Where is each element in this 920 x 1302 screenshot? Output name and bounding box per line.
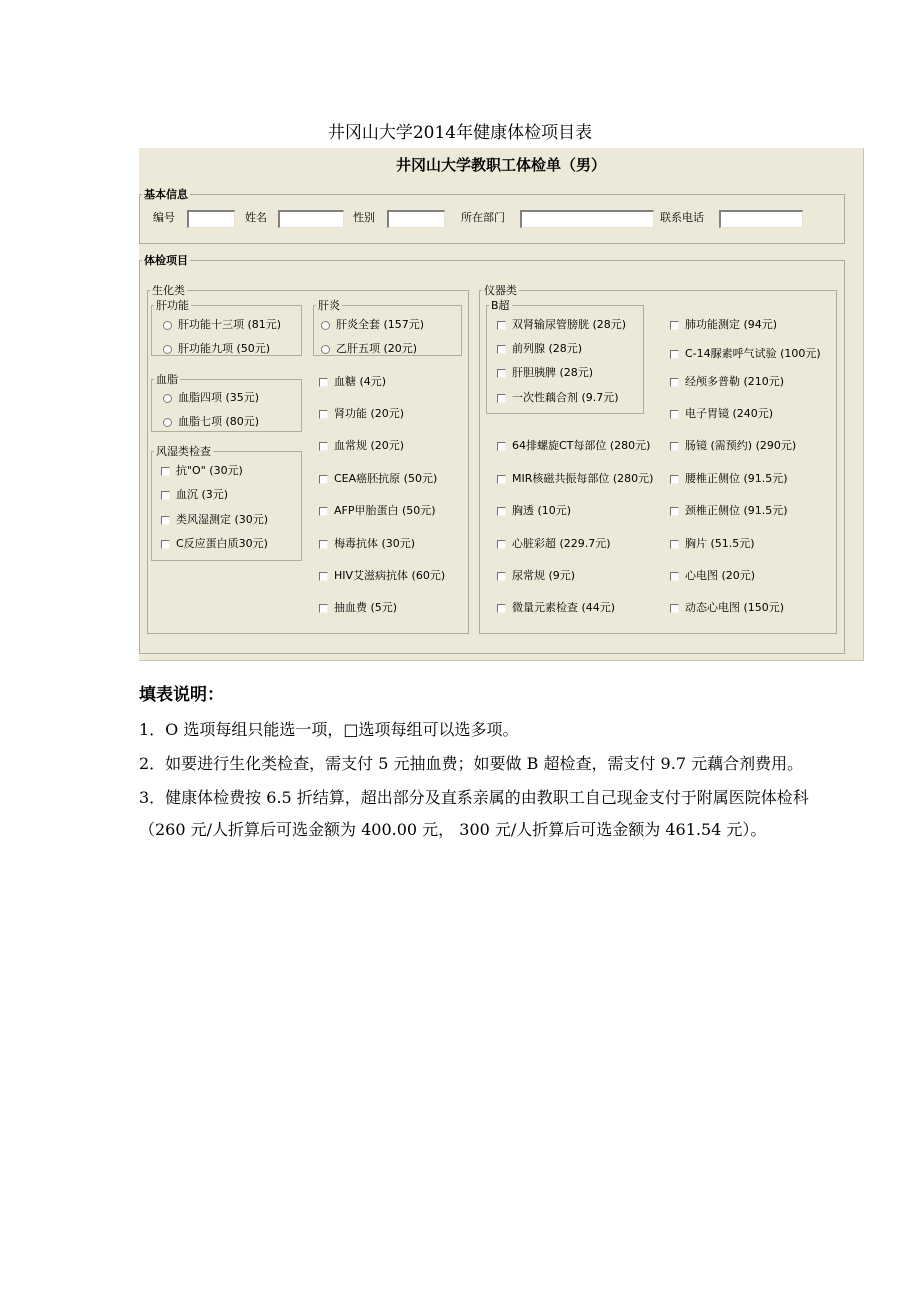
checkbox-icon [161, 491, 170, 500]
gender-input[interactable] [387, 210, 445, 228]
liver-function-legend: 肝功能 [156, 299, 189, 312]
checkbox-option[interactable]: 抽血费 (5元) [319, 601, 397, 615]
checkbox-option[interactable]: 前列腺 (28元) [497, 342, 582, 356]
id-label: 编号 [153, 211, 175, 224]
checkbox-option[interactable]: 胸透 (10元) [497, 504, 571, 518]
checkbox-option[interactable]: AFP甲胎蛋白 (50元) [319, 504, 436, 518]
exam-items-legend: 体检项目 [144, 254, 188, 267]
department-input[interactable] [520, 210, 654, 228]
checkbox-option[interactable]: 64排螺旋CT每部位 (280元) [497, 439, 650, 453]
id-input[interactable] [187, 210, 235, 228]
b-ultrasound-legend: B超 [491, 299, 510, 312]
checkbox-icon [670, 507, 679, 516]
checkbox-option[interactable]: 类风湿测定 (30元) [161, 513, 268, 527]
checkbox-option[interactable]: 肝胆胰脾 (28元) [497, 366, 593, 380]
radio-option[interactable]: 血脂四项 (35元) [163, 391, 259, 405]
instruction-item: 1．O 选项每组只能选一项，□选项每组可以选多项。 [139, 720, 519, 739]
checkbox-option[interactable]: HIV艾滋病抗体 (60元) [319, 569, 445, 583]
checkbox-option[interactable]: 一次性藕合剂 (9.7元) [497, 391, 619, 405]
checkbox-icon [161, 516, 170, 525]
gender-label: 性别 [353, 211, 375, 224]
checkbox-icon [670, 604, 679, 613]
form-title: 井冈山大学教职工体检单（男） [395, 156, 606, 174]
checkbox-option[interactable]: 胸片 (51.5元) [670, 537, 755, 551]
lipids-legend: 血脂 [156, 373, 178, 386]
checkbox-option[interactable]: 肾功能 (20元) [319, 407, 404, 421]
checkbox-icon [319, 540, 328, 549]
checkbox-option[interactable]: CEA癌胚抗原 (50元) [319, 472, 437, 486]
radio-option[interactable]: 血脂七项 (80元) [163, 415, 259, 429]
department-label: 所在部门 [461, 211, 505, 224]
rheumatism-legend: 风湿类检查 [156, 445, 211, 458]
checkbox-option[interactable]: 心脏彩超 (229.7元) [497, 537, 611, 551]
checkbox-icon [670, 350, 679, 359]
checkbox-option[interactable]: 颈椎正侧位 (91.5元) [670, 504, 788, 518]
checkbox-icon [497, 394, 506, 403]
checkbox-icon [319, 604, 328, 613]
instructions-heading: 填表说明： [139, 685, 224, 705]
radio-option[interactable]: 肝功能十三项 (81元) [163, 318, 281, 332]
radio-option[interactable]: 乙肝五项 (20元) [321, 342, 417, 356]
checkbox-icon [497, 475, 506, 484]
checkbox-icon [670, 475, 679, 484]
basic-info-legend: 基本信息 [144, 188, 188, 201]
checkbox-icon [497, 572, 506, 581]
instruction-item: 3．健康体检费按 6.5 折结算，超出部分及直系亲属的由教职工自己现金支付于附属医院体检科（260 元/人折算后可选金额为 400.00 元， 300 元/人折算后可选金额为 461.54 元）。 [139, 788, 809, 839]
checkbox-option[interactable]: 动态心电图 (150元) [670, 601, 784, 615]
checkbox-option[interactable]: 双肾输尿管膀胱 (28元) [497, 318, 626, 332]
radio-circle-icon [163, 345, 172, 354]
name-label: 姓名 [245, 211, 267, 224]
instructions-section [139, 680, 819, 848]
checkbox-option[interactable]: 肺功能测定 (94元) [670, 318, 777, 332]
checkbox-icon [670, 572, 679, 581]
checkbox-icon [161, 540, 170, 549]
checkbox-icon [497, 321, 506, 330]
checkbox-option[interactable]: C反应蛋白质30元) [161, 537, 268, 551]
checkbox-option[interactable]: 血沉 (3元) [161, 488, 228, 502]
radio-circle-icon [163, 394, 172, 403]
radio-circle-icon [321, 345, 330, 354]
checkbox-icon [670, 540, 679, 549]
checkbox-icon [670, 442, 679, 451]
radio-option[interactable]: 肝功能九项 (50元) [163, 342, 270, 356]
radio-circle-icon [163, 321, 172, 330]
checkbox-icon [319, 572, 328, 581]
document-title: 井冈山大学2014年健康体检项目表 [327, 123, 593, 143]
name-input[interactable] [278, 210, 344, 228]
checkbox-option[interactable]: 尿常规 (9元) [497, 569, 575, 583]
checkbox-option[interactable]: 微量元素检查 (44元) [497, 601, 615, 615]
checkbox-icon [319, 475, 328, 484]
checkbox-icon [161, 467, 170, 476]
radio-option[interactable]: 肝炎全套 (157元) [321, 318, 424, 332]
checkbox-option[interactable]: 心电图 (20元) [670, 569, 755, 583]
checkbox-option[interactable]: 肠镜 (需预约) (290元) [670, 439, 796, 453]
checkbox-option[interactable]: 血糖 (4元) [319, 375, 386, 389]
checkbox-icon [670, 321, 679, 330]
checkbox-option[interactable]: 血常规 (20元) [319, 439, 404, 453]
exam-form-panel [139, 148, 864, 661]
checkbox-icon [670, 410, 679, 419]
checkbox-icon [497, 345, 506, 354]
phone-input[interactable] [719, 210, 803, 228]
radio-circle-icon [163, 418, 172, 427]
checkbox-option[interactable]: MIR核磁共振每部位 (280元) [497, 472, 653, 486]
checkbox-icon [497, 369, 506, 378]
checkbox-option[interactable]: C-14脲素呼气试验 (100元) [670, 347, 821, 361]
checkbox-option[interactable]: 抗"O" (30元) [161, 464, 243, 478]
phone-label: 联系电话 [660, 211, 704, 224]
checkbox-option[interactable]: 电子胃镜 (240元) [670, 407, 773, 421]
checkbox-icon [319, 442, 328, 451]
radio-circle-icon [321, 321, 330, 330]
checkbox-option[interactable]: 经颅多普勒 (210元) [670, 375, 784, 389]
checkbox-icon [497, 540, 506, 549]
checkbox-icon [319, 378, 328, 387]
biochem-legend: 生化类 [152, 284, 185, 297]
checkbox-option[interactable]: 梅毒抗体 (30元) [319, 537, 415, 551]
checkbox-icon [670, 378, 679, 387]
instruction-item: 2．如要进行生化类检查，需支付 5 元抽血费；如要做 B 超检查，需支付 9.7 元藕合剂费用。 [139, 754, 804, 773]
instruments-legend: 仪器类 [484, 284, 517, 297]
hepatitis-legend: 肝炎 [318, 299, 340, 312]
checkbox-icon [319, 507, 328, 516]
checkbox-icon [497, 507, 506, 516]
checkbox-option[interactable]: 腰椎正侧位 (91.5元) [670, 472, 788, 486]
checkbox-icon [319, 410, 328, 419]
checkbox-icon [497, 442, 506, 451]
checkbox-icon [497, 604, 506, 613]
